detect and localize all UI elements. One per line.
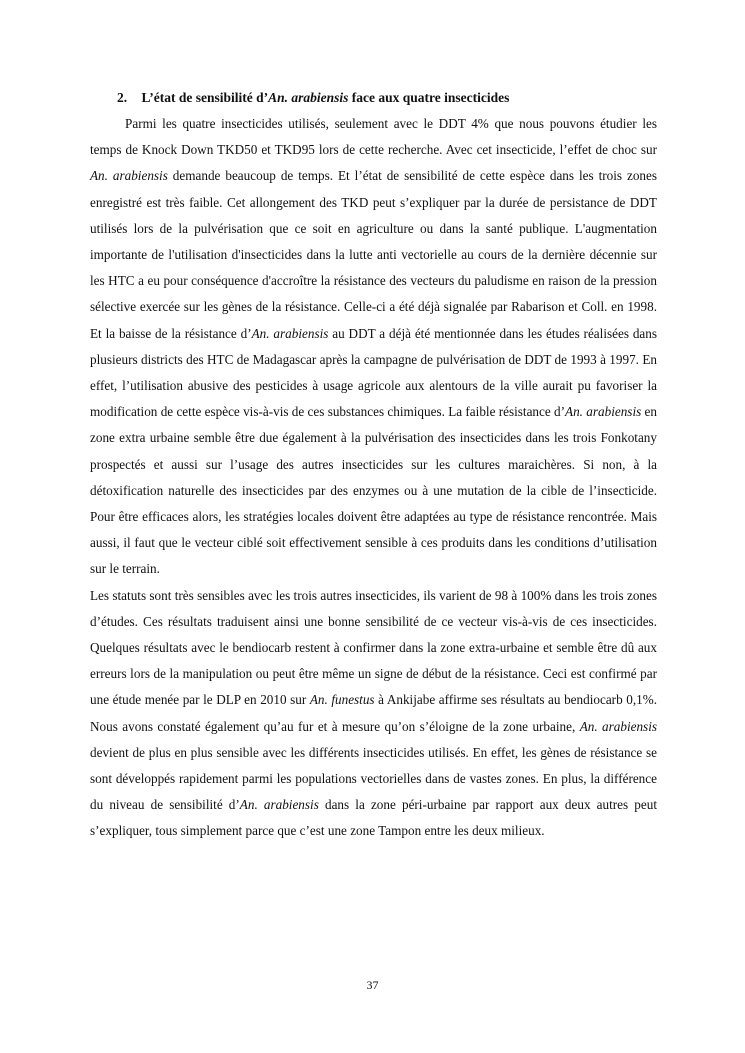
text-segment: An. arabiensis <box>90 168 168 184</box>
text-content <box>90 84 657 845</box>
text-segment: Les statuts sont très sensibles avec les trois autres insecticides, ils varient de 98 à 100% dans les trois zones d’études. Ces résultats traduisent ainsi une bonne sensibilité de ce vecteur vis-à-vis de ces insecticides. Quelques résultats avec le bendiocarb restent à confirmer dans la zone extra-urbaine et semble être dû aux erreurs lors de la manipulation ou peut être même un signe de début de la résistance. Ceci est confirmé par une étude menée par le DLP en 2010 sur <box>90 587 657 708</box>
text-segment: An. arabiensis <box>251 325 329 341</box>
text-segment: dans la zone péri-urbaine par rapport aux deux autres peut s’expliquer, tous simplement parce que c’est une zone Tampon entre les deux milieux. <box>90 797 658 839</box>
text-segment: An. funestus <box>309 692 375 708</box>
text-segment: An. arabiensis <box>239 797 319 813</box>
text-segment: L’état de sensibilité d’ <box>141 90 269 105</box>
section-title <box>142 90 510 105</box>
page-number: 37 <box>366 978 379 992</box>
text-segment: à Ankijabe affirme ses résultats au bendiocarb 0,1%. Nous avons constaté également qu’au fur et à mesure qu’on s’éloigne de la zone urbaine, <box>90 692 657 734</box>
text-segment: An. arabiensis <box>579 718 657 734</box>
section-number: 2. <box>117 90 128 105</box>
text-segment: Parmi les quatre insecticides utilisés, seulement avec le DDT 4% que nous pouvons étudier les temps de Knock Down TKD50 et TKD95 lors de cette recherche. Avec cet insecticide, l’effet de choc sur <box>90 116 657 158</box>
text-segment: en zone extra urbaine semble être due également à la pulvérisation des insecticides dans les trois Fonkotany prospectés et aussi sur l’usage des autres insecticides sur les cultures maraichères. Si non, à la détoxification naturelle des insecticides par des enzymes ou à une mutation de la cible de l’insecticide. Pour être efficaces alors, les stratégies locales doivent être adaptées au type de résistance rencontrée. Mais aussi, il faut que le vecteur ciblé soit effectivement sensible à ces produits dans les conditions d’utilisation sur le terrain. <box>90 404 657 577</box>
body-paragraphs <box>90 111 657 845</box>
text-segment: devient de plus en plus sensible avec les différents insecticides utilisés. En effet, les gènes de résistance se sont développés rapidement parmi les populations vectorielles dans de vastes zones. En plus, la différence du niveau de sensibilité d’ <box>90 744 657 813</box>
text-segment: face aux quatre insecticides <box>348 90 510 105</box>
paragraph <box>90 111 657 583</box>
paragraph <box>90 583 657 845</box>
text-segment: demande beaucoup de temps. Et l’état de sensibilité de cette espèce dans les trois zones enregistré est très faible. Cet allongement des TKD peut s’expliquer par la durée de persistance de DDT utilisés lors de la pulvérisation que ce soit en agriculture ou dans la santé publique. L'augmentation importante de l'utilisation d'insecticides dans la lutte anti vectorielle au cours de la dernière décennie sur les HTC a eu pour conséquence d'accroître la résistance des vecteurs du paludisme en raison de la pression sélective exercée sur les gènes de la résistance. Celle-ci a été déjà signalée par Rabarison et Coll. en 1998. Et la baisse de la résistance d’ <box>90 168 657 341</box>
text-segment: An. arabiensis <box>565 404 642 420</box>
text-segment: au DDT a déjà été mentionnée dans les études réalisées dans plusieurs districts des HTC de Madagascar après la campagne de pulvérisation de DDT de 1993 à 1997. En effet, l’utilisation abusive des pesticides à usage agricole aux alentours de la ville aurait pu favoriser la modification de cette espèce vis-à-vis de ces substances chimiques. La faible résistance d’ <box>90 325 657 420</box>
section-heading <box>90 84 657 111</box>
text-segment: An. arabiensis <box>268 90 349 105</box>
